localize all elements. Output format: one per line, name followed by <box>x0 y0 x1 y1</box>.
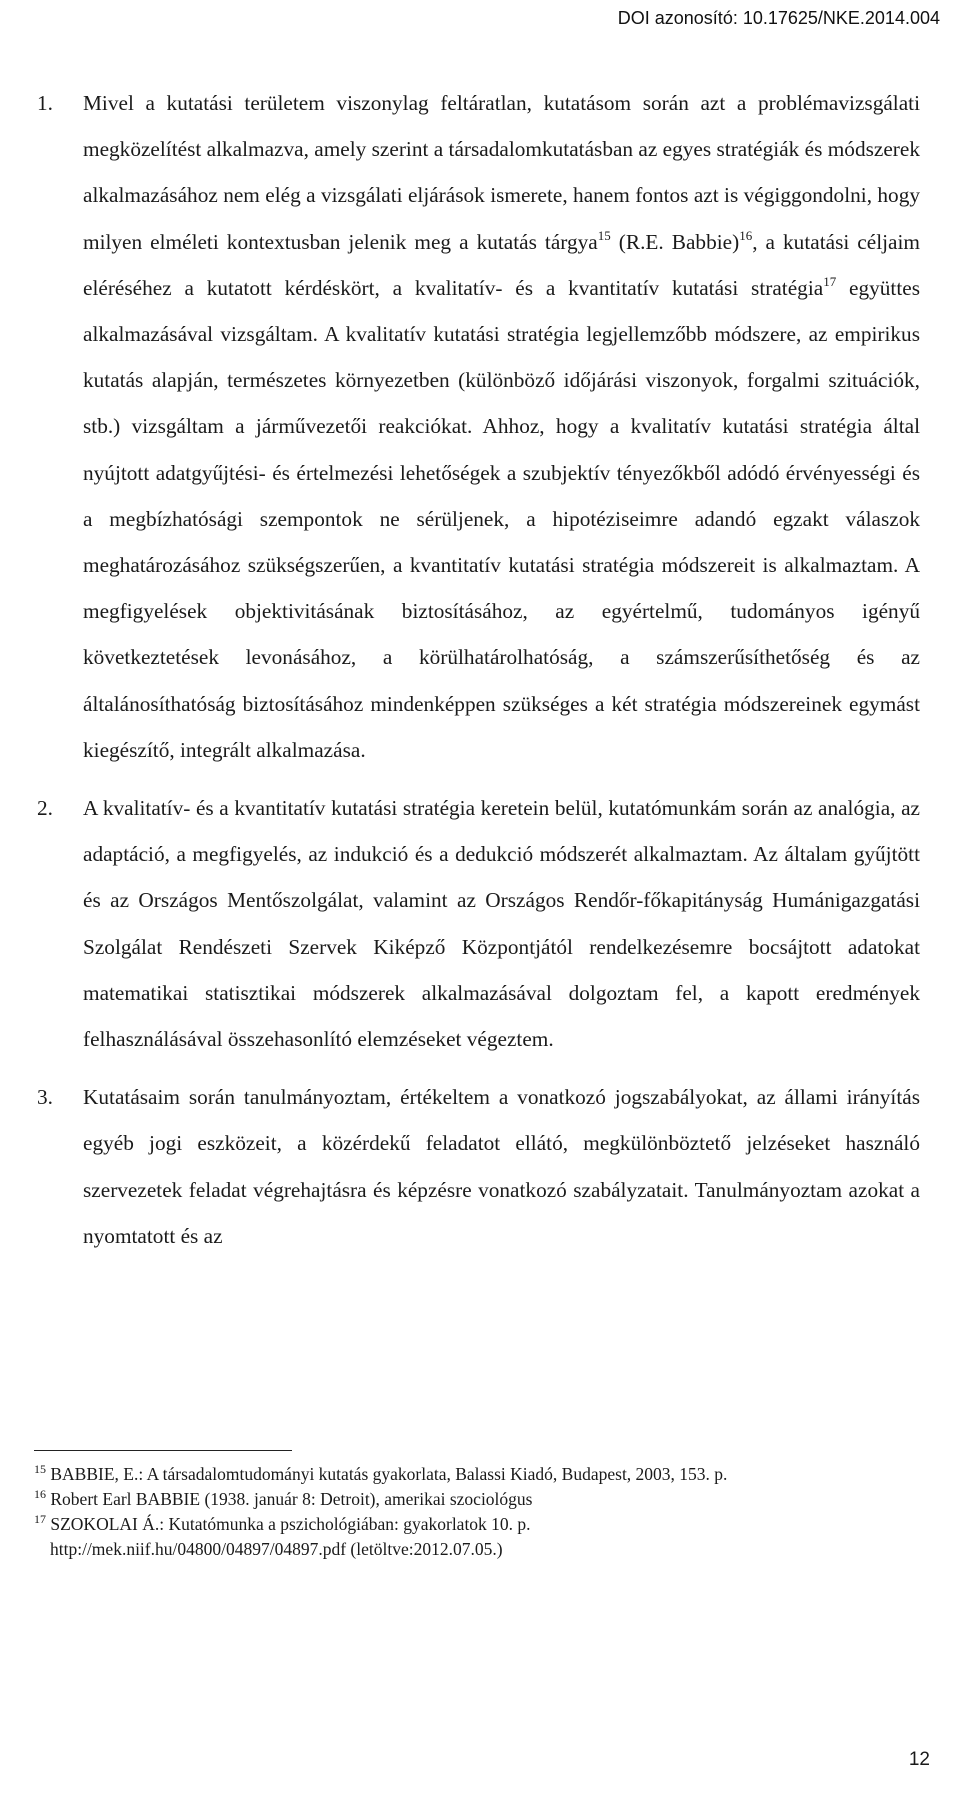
page-number: 12 <box>908 1749 930 1770</box>
item-text: Kutatásaim során tanulmányoztam, értékeltem a vonatkozó jogszabályokat, az állami irányítás egyéb jogi eszközeit, a közérdekű feladatot ellátó, megkülönböztető jelzéseket használó szervezetek feladat végrehajtásra és képzésre vonatkozó szabályzatait. Tanulmányoztam azokat a nyomtatott és az <box>83 1085 920 1248</box>
footnote-15 <box>34 1462 914 1487</box>
list-item-3 <box>37 1074 920 1259</box>
footnote-ref-15[interactable]: 15 <box>597 227 611 243</box>
footnote-17 <box>34 1512 914 1537</box>
list-item-1 <box>37 80 920 773</box>
footnote-number: 16 <box>34 1487 46 1501</box>
footnote-text: Robert Earl BABBIE (1938. január 8: Detroit), amerikai szociológus <box>50 1489 533 1509</box>
footnote-divider <box>34 1450 292 1451</box>
item-text-part: együttes alkalmazásával vizsgáltam. A kvalitatív kutatási stratégia legjellemzőbb módszere, az empirikus kutatás alapján, természetes környezetben (különböző időjárási viszonyok, forgalmi szituációk, stb.) vizsgáltam a járművezetői reakciókat. Ahhoz, hogy a kvalitatív kutatási stratégia által nyújtott adatgyűjtési- és értelmezési lehetőségek a szubjektív tényezőkből adódó érvényességi és a megbízhatósági szempontok ne sérüljenek, a hipotéziseimre adandó egzakt válaszok meghatározásához szükségszerűen, a kvantitatív kutatási stratégia módszereit is alkalmaztam. A megfigyelések objektivitásának biztosításához, az egyértelmű, tudományos igényű következtetések levonásához, a körülhatárolhatóság, a számszerűsíthetőség és az általánosíthatóság biztosításához mindenképpen szükséges a két stratégia módszereinek egymást kiegészítő, integrált alkalmazása. <box>83 275 920 762</box>
footnote-url[interactable]: http://mek.niif.hu/04800/04897/04897.pdf (letöltve:2012.07.05.) <box>50 1539 503 1559</box>
main-text <box>0 80 960 1259</box>
item-text-part: , a kutatási céljaim eléréséhez a kutatott kérdéskört, a kvalitatív- és a kvantitatív kutatási stratégia <box>83 229 920 300</box>
footnote-number: 15 <box>34 1462 46 1476</box>
footnote-ref-17[interactable]: 17 <box>823 273 837 289</box>
item-number: 1. <box>37 91 53 115</box>
footnote-text: SZOKOLAI Á.: Kutatómunka a pszichológiában: gyakorlatok 10. p. <box>50 1514 531 1534</box>
footnote-16 <box>34 1487 914 1512</box>
item-number: 2. <box>37 796 53 821</box>
doi-header: DOI azonosító: 10.17625/NKE.2014.004 <box>617 8 940 28</box>
item-text-part: (R.E. Babbie) <box>610 229 740 254</box>
footnote-number: 17 <box>34 1512 46 1526</box>
footnote-text: BABBIE, E.: A társadalomtudományi kutatás gyakorlata, Balassi Kiadó, Budapest, 2003, 153. p. <box>50 1464 728 1484</box>
footnote-ref-16[interactable]: 16 <box>739 227 753 243</box>
item-number: 3. <box>37 1085 53 1110</box>
item-text-part: Mivel a kutatási területem viszonylag feltáratlan, kutatásom során azt a problémavizsgálati megközelítést alkalmazva, amely szerint a társadalomkutatásban az egyes stratégiák és módszerek alkalmazásához nem elég a vizsgálati eljárások ismerete, hanem fontos azt is végiggondolni, hogy milyen elméleti kontextusban jelenik meg a kutatás tárgya <box>83 91 920 254</box>
list-item-2 <box>37 785 920 1062</box>
item-text: A kvalitatív- és a kvantitatív kutatási stratégia keretein belül, kutatómunkám során az analógia, az adaptáció, a megfigyelés, az indukció és a dedukció módszerét alkalmaztam. Az általam gyűjtött és az Országos Mentőszolgálat, valamint az Országos Rendőr-főkapitányság Humánigazgatási Szolgálat Rendészeti Szervek Kiképző Központjától rendelkezésemre bocsájtott adatokat matematikai statisztikai módszerek alkalmazásával dolgoztam fel, a kapott eredmények felhasználásával összehasonlító elemzéseket végeztem. <box>83 796 920 1052</box>
footnotes <box>34 1462 914 1562</box>
